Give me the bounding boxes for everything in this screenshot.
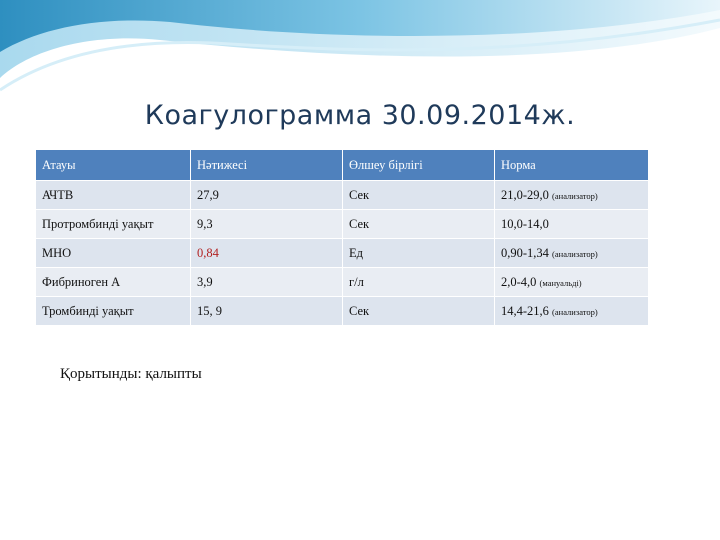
cell-result: 27,9 bbox=[191, 181, 343, 210]
column-header-result: Нәтижесі bbox=[191, 150, 343, 181]
norm-range: 2,0-4,0 bbox=[501, 274, 537, 289]
table-row bbox=[36, 239, 649, 268]
cell-norm bbox=[495, 268, 649, 297]
norm-range: 0,90-1,34 bbox=[501, 245, 549, 260]
cell-unit: Сек bbox=[343, 181, 495, 210]
norm-range: 14,4-21,6 bbox=[501, 303, 549, 318]
cell-norm bbox=[495, 297, 649, 326]
table-row bbox=[36, 268, 649, 297]
norm-range: 21,0-29,0 bbox=[501, 187, 549, 202]
table-row bbox=[36, 210, 649, 239]
cell-name: Фибриноген А bbox=[36, 268, 191, 297]
column-header-norm: Норма bbox=[495, 150, 649, 181]
coagulogram-table bbox=[35, 149, 649, 326]
cell-name: АЧТВ bbox=[36, 181, 191, 210]
cell-norm bbox=[495, 239, 649, 268]
norm-note: (анализатор) bbox=[552, 248, 598, 259]
cell-unit: г/л bbox=[343, 268, 495, 297]
table-header-row bbox=[36, 150, 649, 181]
page-title: Коагулограмма 30.09.2014ж. bbox=[144, 100, 576, 131]
column-header-unit: Өлшеу бірлігі bbox=[343, 150, 495, 181]
cell-result: 3,9 bbox=[191, 268, 343, 297]
cell-norm bbox=[495, 210, 649, 239]
column-header-name: Атауы bbox=[36, 150, 191, 181]
cell-norm bbox=[495, 181, 649, 210]
cell-result-abnormal: 0,84 bbox=[191, 239, 343, 268]
norm-note: (анализатор) bbox=[552, 306, 598, 317]
cell-unit: Сек bbox=[343, 210, 495, 239]
cell-name: Тромбинді уақыт bbox=[36, 297, 191, 326]
decorative-wave-header bbox=[0, 0, 720, 110]
cell-name: Протромбинді уақыт bbox=[36, 210, 191, 239]
cell-name: МНО bbox=[36, 239, 191, 268]
cell-unit: Сек bbox=[343, 297, 495, 326]
conclusion-text: Қорытынды: қалыпты bbox=[60, 366, 202, 382]
norm-range: 10,0-14,0 bbox=[501, 216, 549, 231]
norm-note: (анализатор) bbox=[552, 190, 598, 201]
cell-unit: Ед bbox=[343, 239, 495, 268]
norm-note: (мануальді) bbox=[539, 277, 582, 288]
cell-result: 15, 9 bbox=[191, 297, 343, 326]
table-row bbox=[36, 181, 649, 210]
cell-result: 9,3 bbox=[191, 210, 343, 239]
table-row bbox=[36, 297, 649, 326]
